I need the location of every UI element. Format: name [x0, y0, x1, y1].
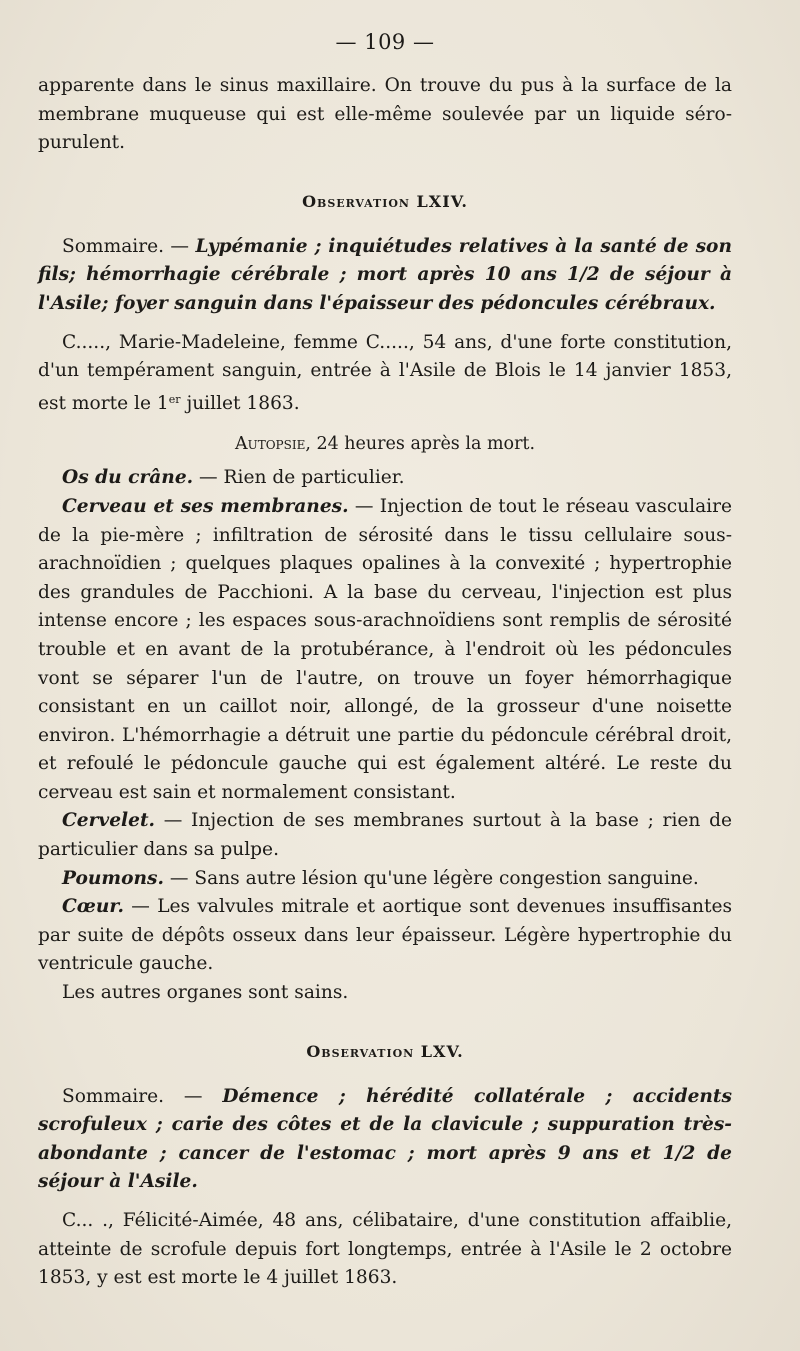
observation-64-closing: Les autres organes sont sains.: [62, 982, 349, 1004]
observation-65-title: Observation LXV.: [306, 1041, 464, 1061]
section-text: — Sans autre lésion qu'une légère congestion sanguine.: [163, 867, 699, 889]
section-text: — Les valvules mitrale et aortique sont devenues insuffisantes par suite de dépôts osseux dans leur épaisseur. Légère hypertrophie du ventricule gauche.: [38, 896, 732, 975]
section-text: — Injection de tout le réseau vasculaire de la pie-mère ; infiltration de sérosité dans le tissu cellulaire sous-arachnoïdien ; quelques plaques opalines à la convexité ; hypertrophie des grandules de Pacchioni. A la base du cerveau, l'injection est plus intense encore ; les espaces sous-arachnoïdiens sont remplis de sérosité trouble et en avant de la protubérance, à l'endroit où les pédoncules vont se séparer l'un de l'autre, on trouve un foyer hémorrhagique consistant en un caillot noir, allongé, de la grosseur d'une noisette environ. L'hémorrhagie a détruit une partie du pédoncule cérébral droit, et refoulé le pédoncule gauche qui est également altéré. Le reste du cerveau est sain et normalement consistant.: [38, 495, 732, 803]
summary-label: Sommaire. —: [62, 1085, 203, 1107]
section-label: Cervelet.: [62, 810, 156, 832]
summary-text: Lypémanie ; inquiétudes relatives à la santé de son fils; hémorrhagie cérébrale ; mort après 10 ans 1/2 de séjour à l'Asile; foyer sanguin dans l'épaisseur des pédoncules cérébraux.: [38, 235, 732, 314]
autopsie-text: 24 heures après la mort.: [310, 434, 536, 455]
death-day-suffix: er: [168, 392, 181, 406]
summary-text: Démence ; hérédité collatérale ; accidents scrofuleux ; carie des côtes et de la clavicule ; suppuration très-abondante ; cancer de l'estomac ; mort après 9 ans et 1/2 de séjour à l'Asile.: [38, 1085, 732, 1193]
section-label: Cœur.: [62, 896, 124, 918]
death-day: 1: [156, 392, 169, 414]
autopsie-heading: [38, 434, 732, 454]
observation-65-summary: [38, 1083, 732, 1197]
section-poumons: [38, 865, 732, 894]
summary-label: Sommaire. —: [62, 235, 190, 257]
observation-64-title: Observation LXIV.: [302, 191, 468, 211]
section-cerveau: [38, 493, 732, 808]
observation-64-summary: [38, 233, 732, 319]
death-date-rest: juillet 1863.: [180, 392, 300, 414]
section-label: Cerveau et ses membranes.: [62, 495, 349, 517]
section-text: — Injection de ses membranes surtout à la base ; rien de particulier dans sa pulpe.: [38, 810, 732, 861]
patient-text: C....., Marie-Madeleine, femme C....., 54 ans, d'une forte constitution, d'un tempérament sanguin, entrée à l'Asile de Blois le 14 janvier 1853, est morte le: [38, 331, 732, 414]
section-cervelet: [38, 807, 732, 864]
section-label: Os du crâne.: [62, 467, 194, 489]
continuation-paragraph: apparente dans le sinus maxillaire. On trouve du pus à la surface de la membrane muqueuse qui est elle-même soulevée par un liquide séro-purulent.: [38, 75, 732, 154]
section-coeur: [38, 893, 732, 979]
autopsie-label: Autopsie,: [234, 434, 311, 455]
page-number: — 109 —: [335, 30, 435, 54]
observation-64-patient: [38, 329, 732, 419]
section-text: — Rien de particulier.: [193, 467, 405, 489]
section-label: Poumons.: [62, 867, 164, 889]
section-os-du-crane: [38, 464, 732, 493]
observation-65-patient: C... ., Félicité-Aimée, 48 ans, célibataire, d'une constitution affaiblie, atteinte de scrofule depuis fort longtemps, entrée à l'Asile le 2 octobre 1853, y est est morte le 4 juillet 1863.: [38, 1210, 732, 1289]
